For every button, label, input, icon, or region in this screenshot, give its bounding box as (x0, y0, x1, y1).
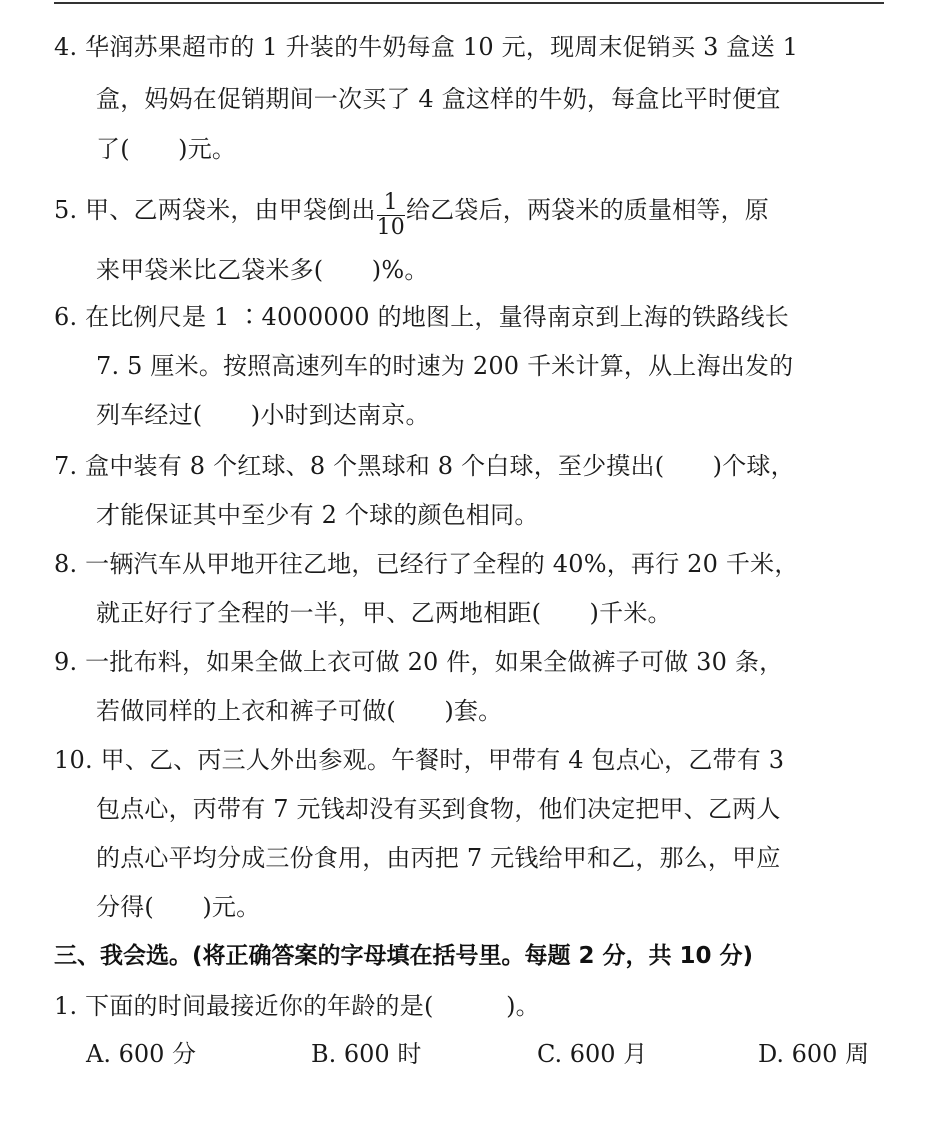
q4-number: 4. (54, 33, 78, 61)
q10-line-2: 包点心，丙带有 7 元钱却没有买到食物，他们决定把甲、乙两人 (96, 795, 781, 823)
q7-number: 7. (54, 452, 78, 480)
option-a: A. 600 分 (86, 1040, 197, 1068)
q5-line-2: 来甲袋米比乙袋米多( )%。 (96, 256, 429, 284)
q9-text-1: 一批布料，如果全做上衣可做 20 件，如果全做裤子可做 30 条， (85, 648, 784, 676)
q5-text-after: 给乙袋后，两袋米的质量相等，原 (405, 196, 769, 224)
fraction-numerator: 1 (377, 192, 405, 216)
fraction-denominator: 10 (376, 215, 405, 240)
q10-line-3: 的点心平均分成三份食用，由丙把 7 元钱给甲和乙，那么，甲应 (96, 844, 781, 872)
q5-text-before: 甲、乙两袋米，由甲袋倒出 (85, 196, 376, 224)
q4-line-2: 盒，妈妈在促销期间一次买了 4 盒这样的牛奶，每盒比平时便宜 (96, 85, 781, 113)
q8-text-1: 一辆汽车从甲地开往乙地，已经行了全程的 40%，再行 20 千米， (85, 550, 799, 578)
section-3-title: 三、我会选。(将正确答案的字母填在括号里。每题 2 分，共 10 分) (54, 943, 754, 969)
q8-line-1 (54, 549, 799, 579)
fraction-one-tenth (377, 192, 405, 239)
q5-line-1 (54, 188, 769, 240)
q7-line-1 (54, 451, 795, 481)
q6-text-1: 在比例尺是 1 ∶4000000 的地图上，量得南京到上海的铁路线长 (85, 303, 789, 331)
q10-text-1: 甲、乙、丙三人外出参观。午餐时，甲带有 4 包点心，乙带有 3 (100, 746, 785, 774)
s3-q1-number: 1. (54, 992, 78, 1020)
q10-line-1 (54, 745, 784, 775)
q8-line-2: 就正好行了全程的一半，甲、乙两地相距( )千米。 (96, 599, 672, 627)
q4-text-1: 华润苏果超市的 1 升装的牛奶每盒 10 元，现周末促销买 3 盒送 1 (85, 33, 799, 61)
option-b: B. 600 时 (311, 1040, 422, 1068)
s3-q1-text: 下面的时间最接近你的年龄的是( )。 (85, 992, 540, 1020)
q7-line-2: 才能保证其中至少有 2 个球的颜色相同。 (96, 501, 539, 529)
q6-number: 6. (54, 303, 78, 331)
top-divider (54, 2, 884, 4)
s3-q1-line (54, 991, 540, 1021)
q6-line-1 (54, 302, 789, 332)
q10-number: 10. (54, 746, 93, 774)
q9-number: 9. (54, 648, 78, 676)
q7-text-1: 盒中装有 8 个红球、8 个黑球和 8 个白球，至少摸出( )个球， (85, 452, 795, 480)
q6-line-2: 7. 5 厘米。按照高速列车的时速为 200 千米计算，从上海出发的 (96, 352, 794, 380)
q6-line-3: 列车经过( )小时到达南京。 (96, 401, 430, 429)
q4-line-1 (54, 32, 798, 62)
q9-line-1 (54, 647, 783, 677)
q8-number: 8. (54, 550, 78, 578)
q5-number: 5. (54, 196, 78, 224)
q9-line-2: 若做同样的上衣和裤子可做( )套。 (96, 697, 503, 725)
option-c: C. 600 月 (537, 1040, 648, 1068)
q4-line-3: 了( )元。 (96, 135, 237, 163)
option-d: D. 600 周 (758, 1040, 870, 1068)
q10-line-4: 分得( )元。 (96, 893, 261, 921)
